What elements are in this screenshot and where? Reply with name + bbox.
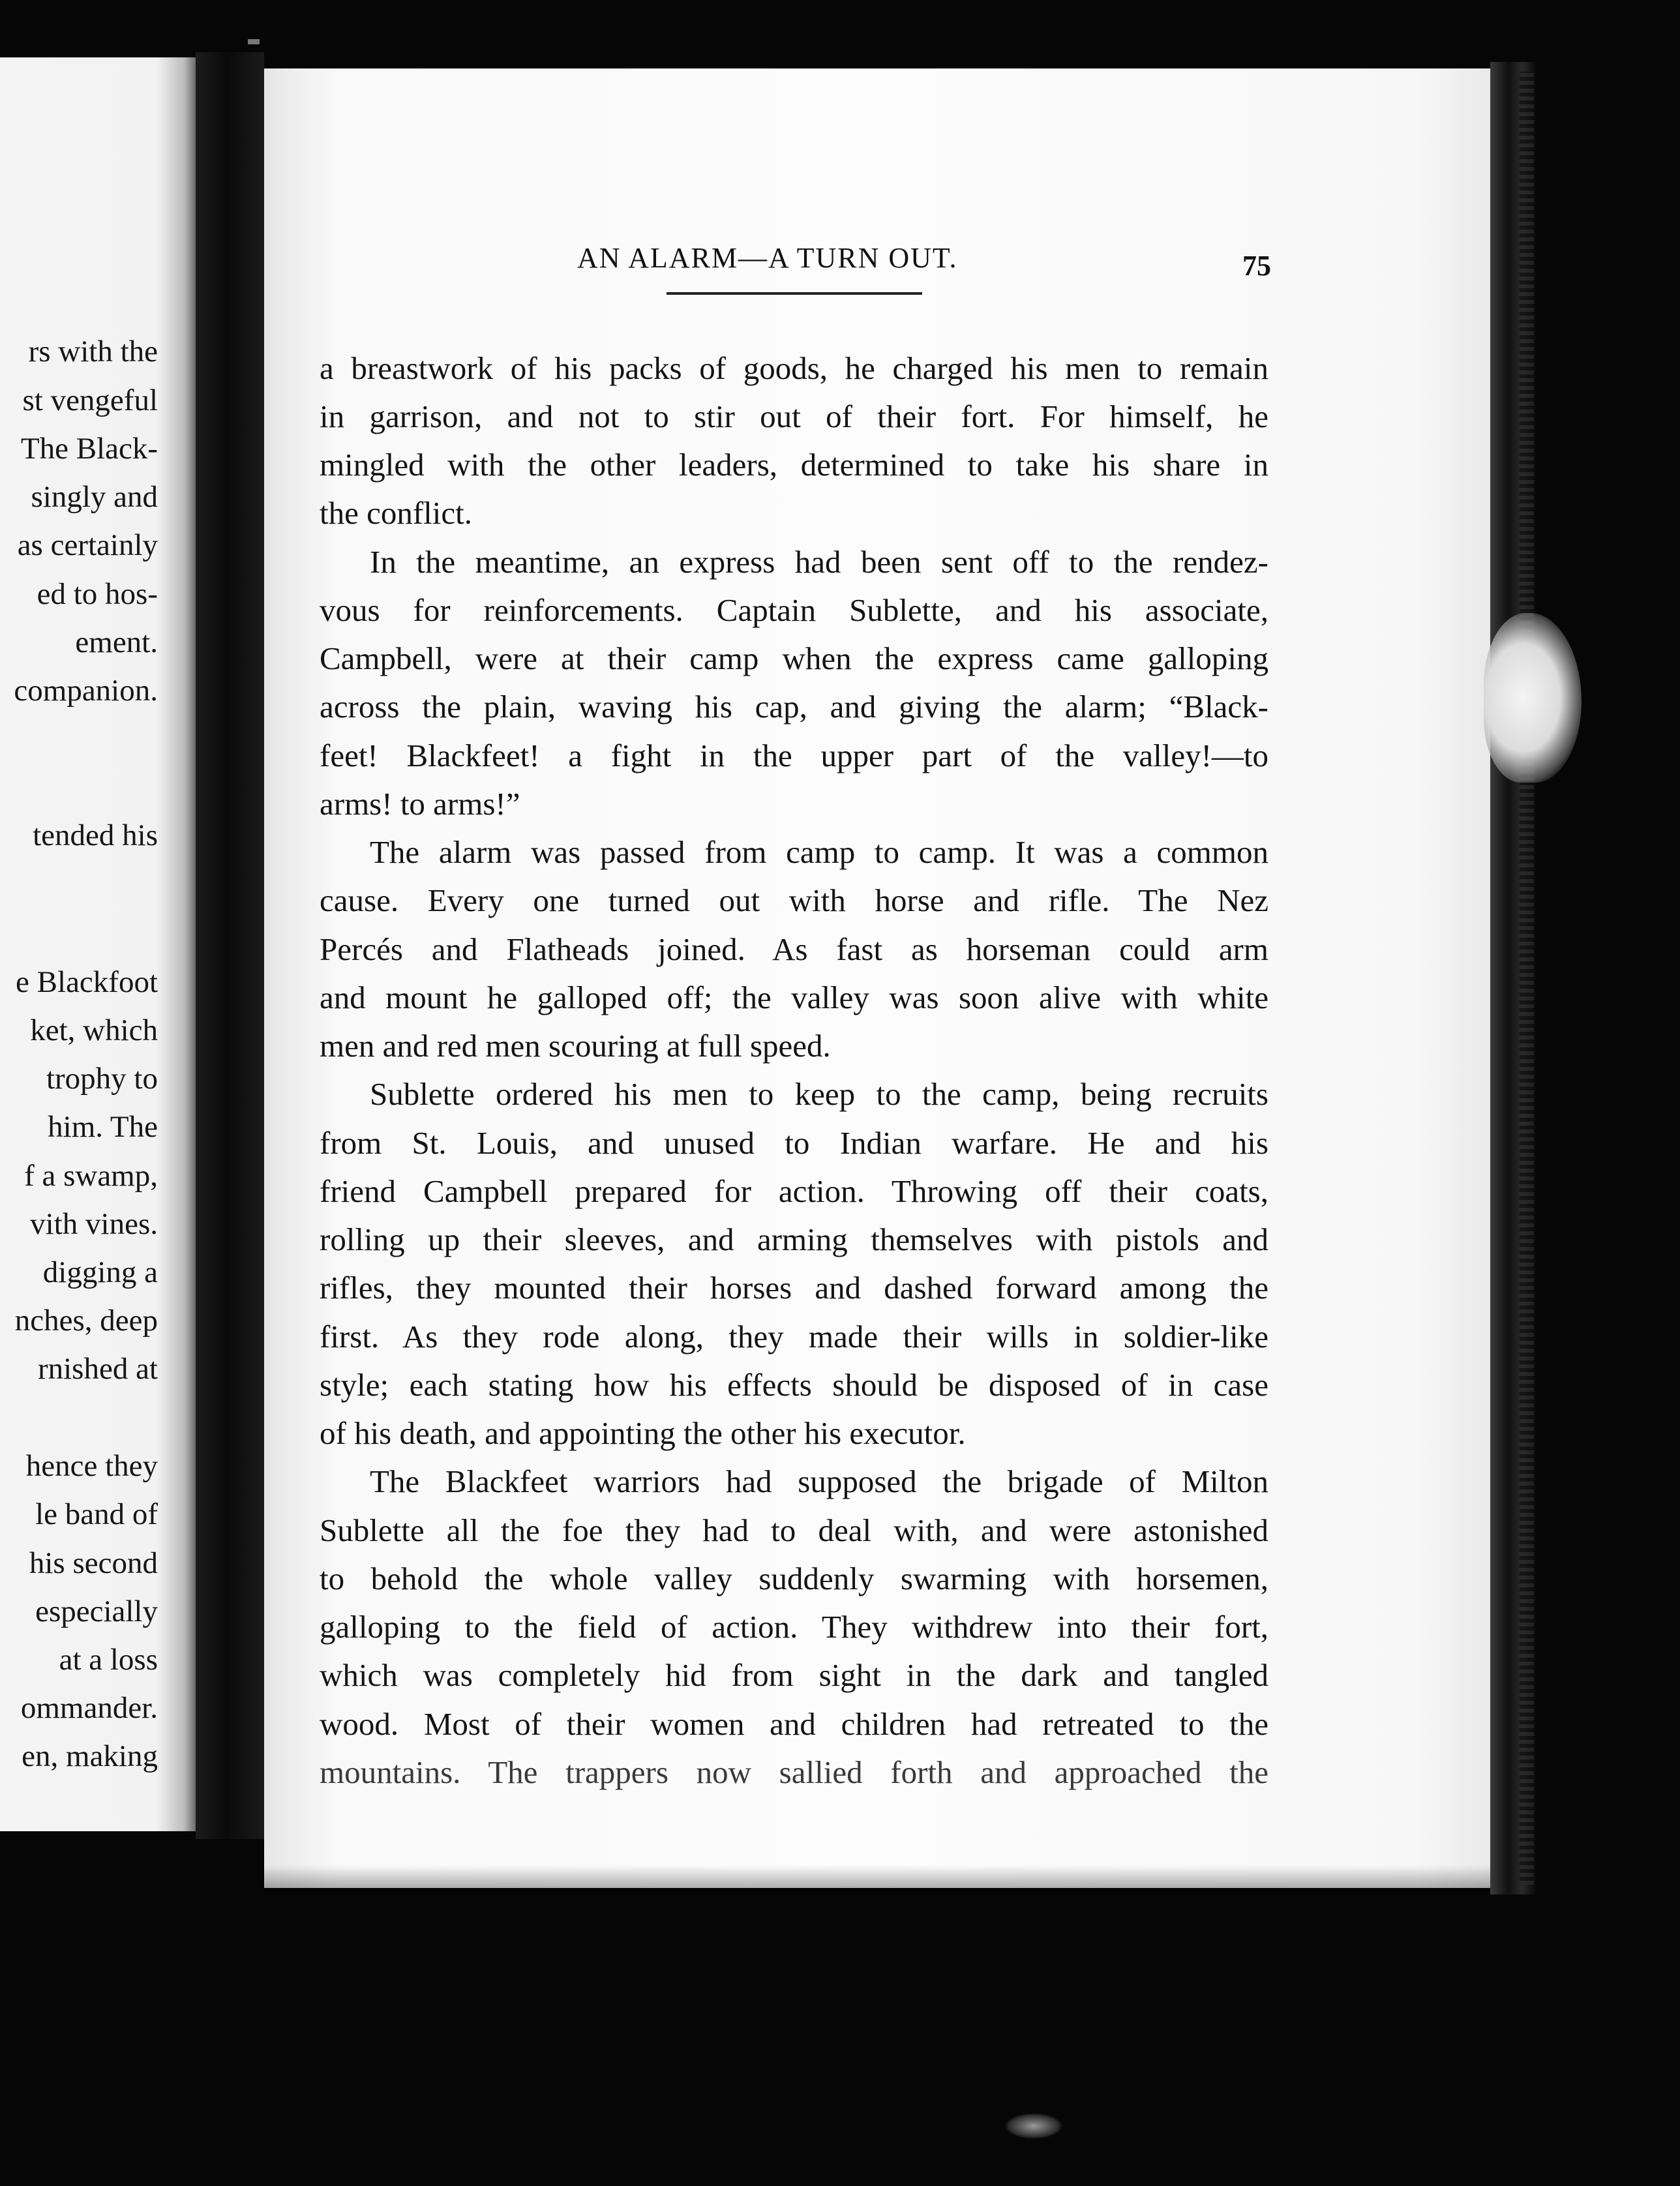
text-line: arms! to arms!” <box>320 786 520 822</box>
text-line: rifles, they mounted their horses and dashed forward among the <box>320 1270 1268 1306</box>
text-line: style; each stating how his effects should be disposed of in case <box>320 1367 1268 1403</box>
left-page-line: en, making <box>22 1739 158 1773</box>
page-number: 75 <box>1242 250 1271 282</box>
left-page-line: especially <box>35 1595 158 1628</box>
text-line: friend Campbell prepared for action. Throwing off their coats, <box>320 1173 1268 1209</box>
left-page-line: companion. <box>14 674 158 708</box>
left-page-line: The Black- <box>20 432 158 466</box>
text-line: mingled with the other leaders, determined to take his share in <box>320 447 1268 483</box>
left-page-line: hence they <box>25 1449 158 1483</box>
scan-artifact <box>1004 2113 1063 2139</box>
text-line: the conflict. <box>320 495 473 531</box>
left-page-line: ement. <box>75 625 158 659</box>
left-page-line: at a loss <box>59 1643 158 1677</box>
running-head-rule <box>667 292 922 295</box>
left-page-line: rs with the <box>28 335 158 368</box>
paragraph-first-line: The alarm was passed from camp to camp. It was a common <box>370 834 1268 870</box>
running-head: AN ALARM—A TURN OUT. <box>577 242 958 274</box>
paragraph-first-line: The Blackfeet warriors had supposed the brigade of Milton <box>370 1463 1268 1499</box>
text-line: feet! Blackfeet! a fight in the upper part of the valley!—to <box>320 738 1268 773</box>
text-line: a breastwork of his packs of goods, he charged his men to remain <box>320 350 1268 386</box>
text-line: Sublette all the foe they had to deal with, and were astonished <box>320 1512 1268 1548</box>
text-line: to behold the whole valley suddenly swarming with horsemen, <box>320 1561 1268 1596</box>
left-page-line: as certainly <box>17 528 158 562</box>
text-line: and mount he galloped off; the valley was soon alive with white <box>320 980 1268 1015</box>
left-page-line: nches, deep <box>14 1304 158 1338</box>
left-page-line: his second <box>29 1546 158 1580</box>
previous-page-fragment <box>0 57 196 1831</box>
left-page-line: ed to hos- <box>37 577 158 611</box>
text-line: in garrison, and not to stir out of their fort. For himself, he <box>320 398 1268 434</box>
paragraph-first-line: Sublette ordered his men to keep to the camp, being recruits <box>370 1076 1268 1112</box>
left-page-line: le band of <box>35 1497 158 1531</box>
page-shadow <box>264 1865 1490 1891</box>
left-page-line: digging a <box>42 1255 158 1289</box>
page-edge-stack <box>1520 72 1534 1885</box>
left-page-line: vith vines. <box>30 1207 158 1241</box>
left-page-line: rnished at <box>37 1352 158 1386</box>
text-line: galloping to the field of action. They withdrew into their fort, <box>320 1609 1268 1645</box>
paragraph-first-line: In the meantime, an express had been sent off to the rendez- <box>370 544 1268 580</box>
text-line: Campbell, were at their camp when the express came galloping <box>320 640 1268 676</box>
left-page-line: him. The <box>48 1110 158 1144</box>
text-line: Percés and Flatheads joined. As fast as horseman could arm <box>320 931 1268 967</box>
text-line: rolling up their sleeves, and arming themselves with pistols and <box>320 1221 1268 1257</box>
text-line: men and red men scouring at full speed. <box>320 1028 831 1064</box>
left-page-line: tended his <box>33 818 158 852</box>
text-line: mountains. The trappers now sallied forth and approached the <box>320 1754 1268 1790</box>
text-line: from St. Louis, and unused to Indian warfare. He and his <box>320 1125 1268 1161</box>
left-page-line: singly and <box>31 480 158 514</box>
text-line: which was completely hid from sight in the dark and tangled <box>320 1657 1268 1693</box>
left-page-line: e Blackfoot <box>16 965 158 999</box>
left-page-line: ommander. <box>20 1691 158 1725</box>
left-page-line: st vengeful <box>22 383 158 417</box>
scan-artifact <box>248 39 260 44</box>
left-page-line: trophy to <box>46 1062 158 1096</box>
left-page-line: ket, which <box>30 1013 158 1047</box>
text-line: across the plain, waving his cap, and giving the alarm; “Black- <box>320 689 1268 725</box>
book-gutter <box>196 52 264 1839</box>
text-line: first. As they rode along, they made their wills in soldier-like <box>320 1319 1268 1355</box>
text-line: cause. Every one turned out with horse and rifle. The Nez <box>320 882 1268 918</box>
text-line: wood. Most of their women and children had retreated to the <box>320 1706 1268 1742</box>
text-line: of his death, and appointing the other his executor. <box>320 1415 966 1451</box>
left-page-line: f a swamp, <box>24 1159 158 1193</box>
text-line: vous for reinforcements. Captain Sublette, and his associate, <box>320 592 1268 628</box>
